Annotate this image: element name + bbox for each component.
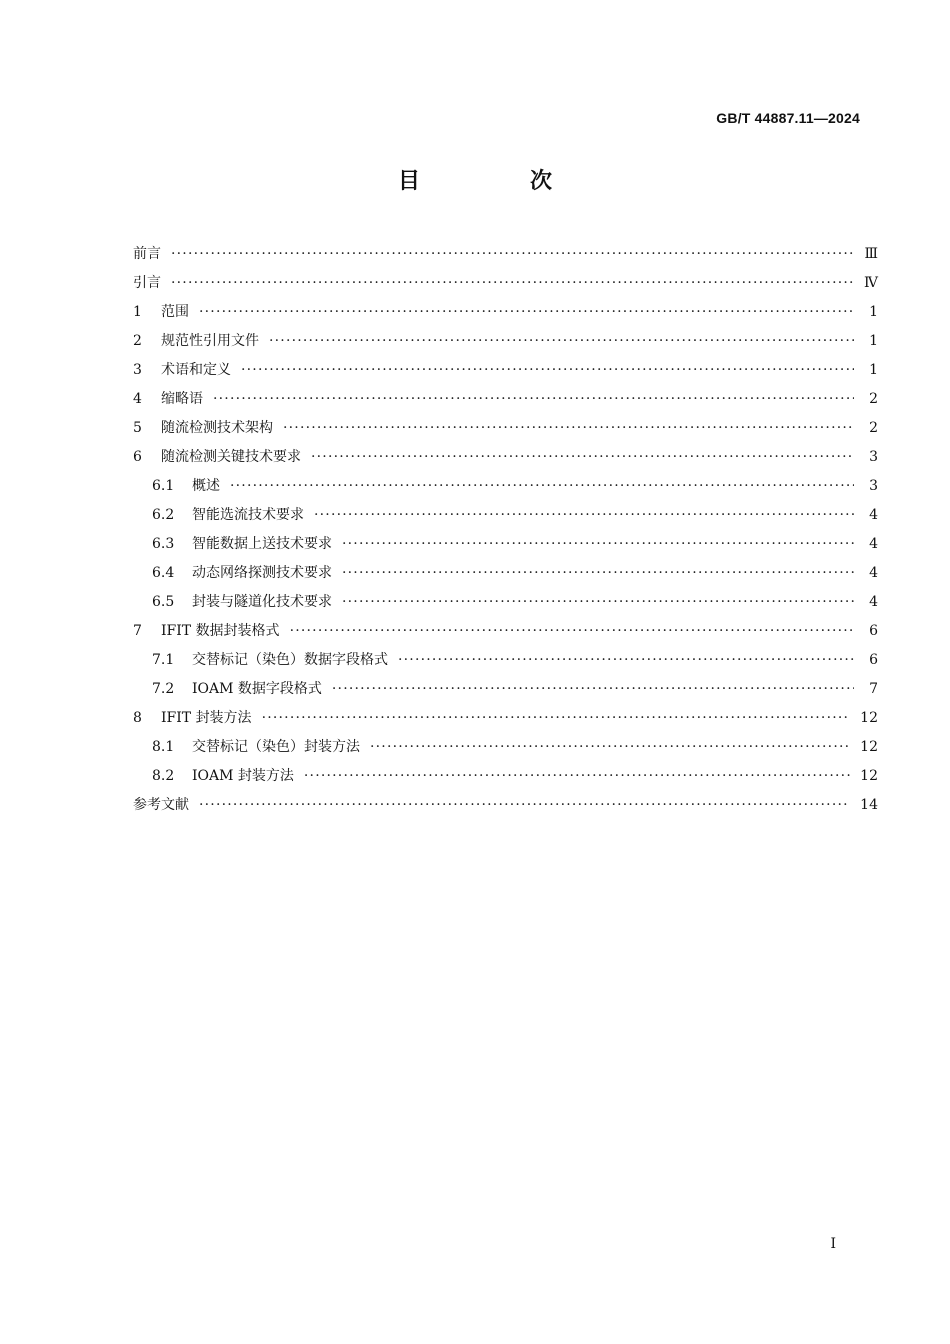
toc-entry-number: 3 — [133, 362, 142, 378]
toc-entry[interactable] — [133, 472, 878, 501]
dot-leader — [199, 298, 854, 327]
toc-entry[interactable] — [133, 617, 878, 646]
toc-entry[interactable] — [133, 327, 878, 356]
dot-leader — [311, 443, 854, 472]
toc-entry-number: 7.2 — [152, 681, 175, 697]
toc-entry-label: 封装与隧道化技术要求 — [192, 594, 332, 610]
dot-leader — [370, 733, 850, 762]
toc-entry-number: 6 — [133, 449, 142, 465]
dot-leader — [171, 240, 854, 269]
toc-entry[interactable] — [133, 559, 878, 588]
toc-entry-label: 交替标记（染色）封装方法 — [192, 739, 360, 755]
toc-entry-page: 12 — [860, 768, 878, 784]
dot-leader — [304, 762, 850, 791]
dot-leader — [332, 675, 854, 704]
toc-entry-number: 7.1 — [152, 652, 175, 668]
toc-entry-number: 8.2 — [152, 768, 175, 784]
toc-entry[interactable] — [133, 646, 878, 675]
toc-entry[interactable] — [133, 269, 878, 298]
dot-leader — [283, 414, 854, 443]
dot-leader — [342, 530, 854, 559]
toc-entry-number: 8 — [133, 710, 142, 726]
toc-entry-number: 6.4 — [152, 565, 175, 581]
dot-leader — [213, 385, 854, 414]
toc-entry[interactable] — [133, 385, 878, 414]
dot-leader — [290, 617, 854, 646]
toc-entry-page: 4 — [869, 594, 878, 610]
toc-entry-page: 12 — [860, 739, 878, 755]
toc-entry-page: 7 — [869, 681, 878, 697]
toc-entry-label: 范围 — [161, 304, 189, 320]
toc-entry-page: 2 — [869, 391, 878, 407]
standard-code: GB/T 44887.11—2024 — [716, 110, 860, 126]
toc-entry[interactable] — [133, 675, 878, 704]
toc-entry-label: 随流检测关键技术要求 — [161, 449, 301, 465]
toc-entry[interactable] — [133, 356, 878, 385]
toc-entry-page: 14 — [860, 797, 878, 813]
dot-leader — [262, 704, 851, 733]
dot-leader — [230, 472, 854, 501]
toc-entry[interactable] — [133, 240, 878, 269]
toc-entry-label: 动态网络探测技术要求 — [192, 565, 332, 581]
toc-entry-label: IOAM 数据字段格式 — [192, 681, 322, 697]
table-of-contents — [133, 240, 878, 820]
toc-entry-page: 3 — [869, 449, 878, 465]
toc-entry-label: 概述 — [192, 478, 220, 494]
toc-entry-number: 4 — [133, 391, 142, 407]
toc-entry-number: 5 — [133, 420, 142, 436]
toc-entry-page: Ⅳ — [864, 275, 878, 291]
toc-entry[interactable] — [133, 298, 878, 327]
toc-entry-page: 1 — [869, 333, 878, 349]
toc-entry-number: 7 — [133, 623, 142, 639]
toc-entry-page: Ⅲ — [864, 246, 878, 262]
toc-entry-label: IFIT 数据封装格式 — [161, 623, 280, 639]
toc-entry-number: 1 — [133, 304, 142, 320]
toc-entry-label: 随流检测技术架构 — [161, 420, 273, 436]
dot-leader — [342, 588, 854, 617]
toc-entry[interactable] — [133, 501, 878, 530]
toc-entry-label: IFIT 封装方法 — [161, 710, 252, 726]
toc-entry[interactable] — [133, 791, 878, 820]
toc-entry-label: IOAM 封装方法 — [192, 768, 294, 784]
toc-entry-number: 6.5 — [152, 594, 175, 610]
toc-entry-page: 3 — [869, 478, 878, 494]
toc-entry[interactable] — [133, 704, 878, 733]
toc-entry[interactable] — [133, 443, 878, 472]
page-number: Ⅰ — [830, 1236, 836, 1252]
dot-leader — [199, 791, 850, 820]
toc-entry-page: 12 — [860, 710, 878, 726]
toc-entry-label: 智能数据上送技术要求 — [192, 536, 332, 552]
toc-entry-label: 交替标记（染色）数据字段格式 — [192, 652, 388, 668]
toc-entry-number: 8.1 — [152, 739, 175, 755]
toc-entry-page: 1 — [869, 362, 878, 378]
dot-leader — [314, 501, 854, 530]
dot-leader — [241, 356, 854, 385]
toc-entry[interactable] — [133, 588, 878, 617]
toc-entry-number: 2 — [133, 333, 142, 349]
toc-entry-page: 4 — [869, 507, 878, 523]
toc-entry-number: 6.3 — [152, 536, 175, 552]
toc-entry[interactable] — [133, 733, 878, 762]
toc-entry-page: 6 — [869, 652, 878, 668]
toc-entry-page: 1 — [869, 304, 878, 320]
toc-entry-label: 智能选流技术要求 — [192, 507, 304, 523]
dot-leader — [269, 327, 854, 356]
toc-entry-label: 术语和定义 — [161, 362, 231, 378]
toc-entry-number: 6.2 — [152, 507, 175, 523]
dot-leader — [398, 646, 854, 675]
toc-entry[interactable] — [133, 530, 878, 559]
toc-entry-page: 4 — [869, 565, 878, 581]
page-title: 目 次 — [397, 169, 596, 194]
toc-entry-label: 参考文献 — [133, 797, 189, 813]
dot-leader — [342, 559, 854, 588]
toc-entry-label: 前言 — [133, 246, 161, 262]
toc-entry-page: 6 — [869, 623, 878, 639]
toc-entry-label: 引言 — [133, 275, 161, 291]
toc-entry[interactable] — [133, 762, 878, 791]
toc-entry-page: 2 — [869, 420, 878, 436]
toc-entry-label: 缩略语 — [161, 391, 203, 407]
toc-entry-page: 4 — [869, 536, 878, 552]
dot-leader — [171, 269, 854, 298]
toc-entry-number: 6.1 — [152, 478, 175, 494]
toc-entry[interactable] — [133, 414, 878, 443]
toc-entry-label: 规范性引用文件 — [161, 333, 259, 349]
